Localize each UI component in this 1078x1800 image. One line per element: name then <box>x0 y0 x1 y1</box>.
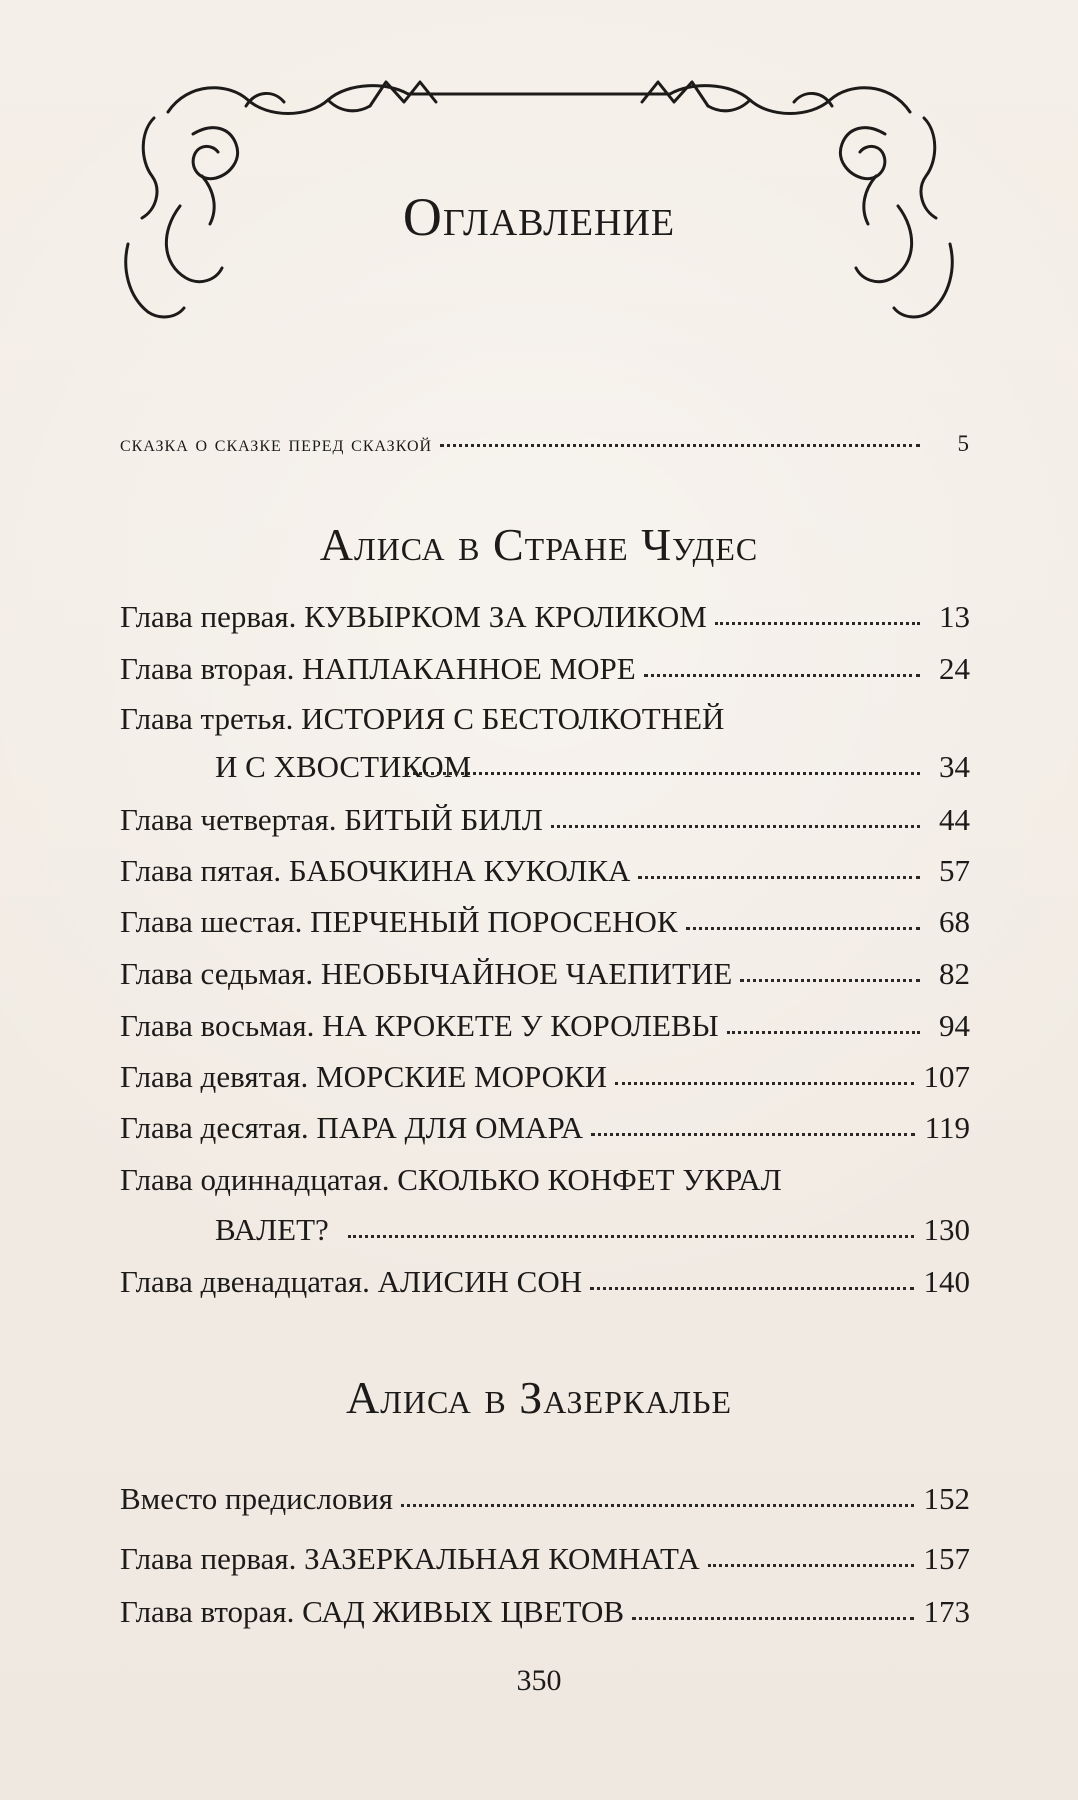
toc-intro-page: 5 <box>957 431 970 456</box>
toc-entry-continuation-leader <box>340 1213 970 1247</box>
toc-entry-label: Глава шестая. ПЕРЧЕНЫЙ ПОРОСЕНОК <box>120 904 678 939</box>
toc-entry-page: 152 <box>923 1481 970 1516</box>
toc-entry-page: 57 <box>939 853 970 888</box>
toc-intro <box>120 431 970 456</box>
toc-entry <box>120 957 970 991</box>
toc-entry <box>120 803 970 837</box>
toc-entry-label: Глава вторая. НАПЛАКАННОЕ МОРЕ <box>120 651 636 686</box>
toc-entry <box>120 1482 970 1516</box>
toc-entry-continuation: ВАЛЕТ? <box>215 1212 329 1247</box>
toc-entry-dots <box>638 876 920 879</box>
toc-entry-label: Глава восьмая. НА КРОКЕТЕ У КОРОЛЕВЫ <box>120 1008 719 1043</box>
toc-entry-label: Глава третья. ИСТОРИЯ С БЕСТОЛКОТНЕЙ <box>120 701 725 736</box>
toc-entry <box>120 652 970 686</box>
toc-entry-dots <box>551 825 920 828</box>
section-title-through-looking-glass: Алиса в Зазеркалье <box>345 1372 733 1423</box>
toc-entry-dots <box>590 1287 913 1290</box>
toc-entry-label: Глава двенадцатая. АЛИСИН СОН <box>120 1264 583 1299</box>
toc-entry-page: 130 <box>923 1212 970 1247</box>
toc-entry <box>120 905 970 939</box>
toc-entry-label: Вместо предисловия <box>120 1481 393 1516</box>
toc-entry-dots <box>686 927 920 930</box>
toc-entry-page: 157 <box>923 1541 970 1576</box>
toc-entry-page: 24 <box>939 651 970 686</box>
page-number: 350 <box>516 1664 562 1697</box>
toc-entry-label: Глава пятая. БАБОЧКИНА КУКОЛКА <box>120 853 631 888</box>
toc-entry <box>120 1542 970 1576</box>
section-title-alice-wonderland: Алиса в Стране Чудес <box>319 519 759 570</box>
toc-entry <box>120 1265 970 1299</box>
toc-intro-dots <box>440 444 920 447</box>
toc-entry-label: Глава девятая. МОРСКИЕ МОРОКИ <box>120 1059 608 1094</box>
toc-entry-label: Глава седьмая. НЕОБЫЧАЙНОЕ ЧАЕПИТИЕ <box>120 956 733 991</box>
toc-entry-page: 140 <box>923 1264 970 1299</box>
toc-entry <box>120 1595 970 1629</box>
toc-entry-dots <box>708 1564 914 1567</box>
toc-entry-dots <box>406 772 920 775</box>
toc-entry-multiline <box>120 1163 970 1197</box>
toc-entry <box>120 1009 970 1043</box>
toc-entry-page: 173 <box>923 1594 970 1629</box>
toc-entry-label: Глава одиннадцатая. СКОЛЬКО КОНФЕТ УКРАЛ <box>120 1162 782 1197</box>
toc-entry-dots <box>727 1031 920 1034</box>
toc-entry-label: Глава первая. КУВЫРКОМ ЗА КРОЛИКОМ <box>120 599 707 634</box>
toc-entry-page: 107 <box>923 1059 970 1094</box>
toc-entry-page: 68 <box>939 904 970 939</box>
toc-entry-page: 119 <box>924 1110 970 1145</box>
page-title: Оглавление <box>402 187 676 247</box>
toc-entry-multiline <box>120 702 970 736</box>
toc-entry-dots <box>715 622 920 625</box>
toc-entry-dots <box>644 674 920 677</box>
toc-entry <box>120 1060 970 1094</box>
toc-intro-label: сказка о сказке перед сказкой <box>120 431 433 456</box>
toc-entry <box>120 1111 970 1145</box>
toc-entry-label: Глава десятая. ПАРА ДЛЯ ОМАРА <box>120 1110 584 1145</box>
toc-entry-label: Глава первая. ЗАЗЕРКАЛЬНАЯ КОМНАТА <box>120 1541 700 1576</box>
toc-entry-dots <box>615 1082 913 1085</box>
toc-entry-page: 82 <box>939 956 970 991</box>
toc-entry-label: Глава четвертая. БИТЫЙ БИЛЛ <box>120 802 543 837</box>
toc-entry-page: 34 <box>939 749 970 784</box>
toc-entry-page: 44 <box>939 802 970 837</box>
toc-entry-dots <box>401 1504 914 1507</box>
toc-entry-continuation: И С ХВОСТИКОМ <box>215 749 472 784</box>
toc-entry-dots <box>591 1133 915 1136</box>
toc-entry-label: Глава вторая. САД ЖИВЫХ ЦВЕТОВ <box>120 1594 625 1629</box>
toc-entry <box>120 600 970 634</box>
toc-entry-page: 94 <box>939 1008 970 1043</box>
toc-entry-dots <box>740 979 920 982</box>
toc-entry <box>120 854 970 888</box>
toc-entry-dots <box>348 1235 914 1238</box>
toc-entry-page: 13 <box>939 599 970 634</box>
toc-entry-continuation-leader <box>398 750 970 784</box>
toc-entry-dots <box>632 1617 913 1620</box>
